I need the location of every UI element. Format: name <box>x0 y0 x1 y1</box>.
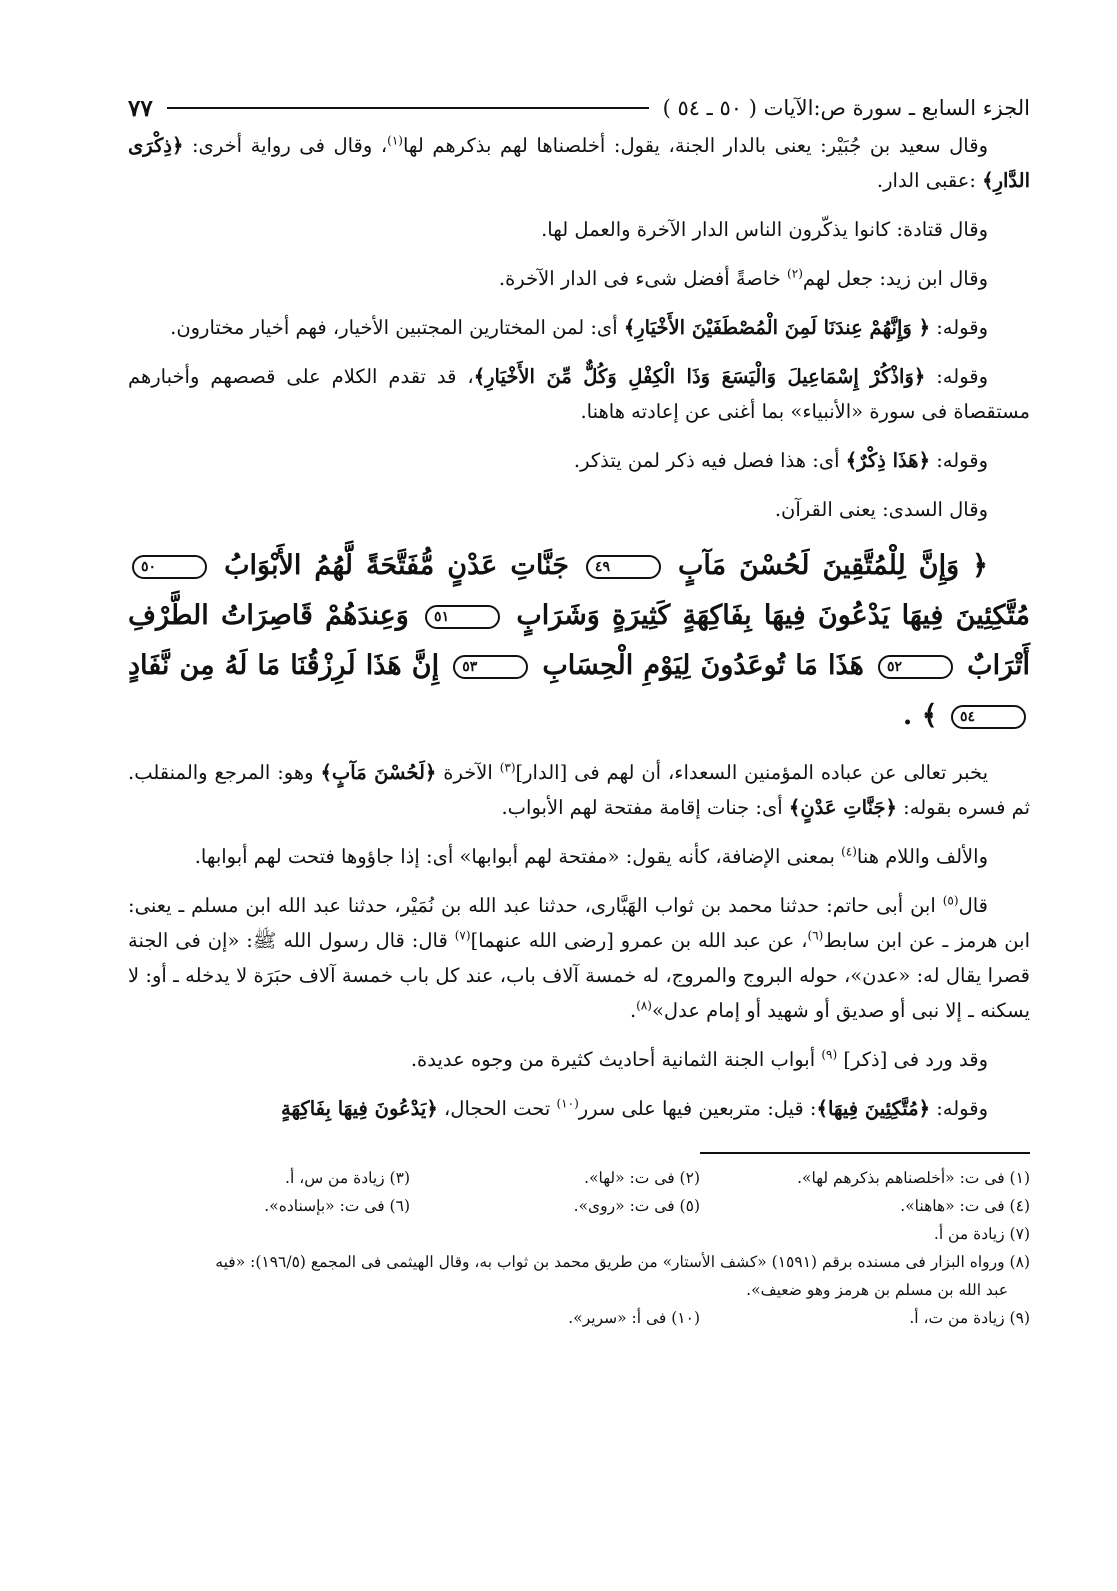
paragraph: يخبر تعالى عن عباده المؤمنين السعداء، أن لهم فى [الدار]$^{(٣)}$ الآخرة ﴿لَحُسْنَ مَآبٍ﴾ وهو: المرجع والمنقلب. ثم فسره بقوله: ﴿جَنَّاتِ عَدْنٍ﴾ أى: جنات إقامة مفتحة لهم الأبواب. <box>128 760 1030 819</box>
footnote-ref: (٦) <box>807 928 824 943</box>
footnote-ref: (٢) <box>787 266 803 281</box>
verse-number-marker: ٤٩ <box>586 555 661 579</box>
verse-number-marker: ٥٤ <box>951 705 1026 729</box>
footnote: (١) فى ت: «أخلصناهم بذكرهم لها». <box>797 1169 1030 1187</box>
footnote-row <box>128 1304 1030 1332</box>
quran-quote: ﴿يَدْعُونَ فِيهَا بِفَاكِهَةٍ <box>280 1097 438 1120</box>
footnotes <box>128 1164 1030 1332</box>
quran-quote: ﴿هَذَا ذِكْرٌ﴾ <box>845 449 931 472</box>
footnote-ref: (٥) <box>942 893 959 908</box>
paragraph: وقوله: ﴿وَاذْكُرْ إِسْمَاعِيلَ وَالْيَسَعَ وَذَا الْكِفْلِ وَكُلٌّ مِّنَ الأَخْيَارِ﴾، قد تقدم الكلام على قصصهم وأخبارهم مستقصاة فى سورة «الأنبياء» بما أغنى عن إعادته هاهنا. <box>128 365 1030 423</box>
footnote-ref: (٤) <box>841 844 857 859</box>
main-text <box>128 128 1030 1126</box>
footnote-continuation: عبد الله بن مسلم بن هرمز وهو ضعيف». <box>746 1281 1008 1299</box>
paragraph: وقوله: ﴿ وَإِنَّهُمْ عِندَنَا لَمِنَ الْمُصْطَفَيْنَ الأَخْيَارِ﴾ أى: لمن المختارين المجتبين الأخيار، فهم أخيار مختارون. <box>170 316 988 339</box>
footnote: (٨) ورواه البزار فى مسنده برقم (١٥٩١) «كشف الأستار» من طريق محمد بن ثواب به، وقال الهيثمى فى المجمع (١٩٦/٥): «فيه <box>215 1253 1030 1271</box>
verse-number-marker: ٥١ <box>425 605 500 629</box>
quran-quote: ﴿ذِكْرَى الدَّارِ﴾ <box>128 134 1030 192</box>
footnote: (١٠) فى أ: «سرير». <box>568 1309 700 1327</box>
running-title: الجزء السابع ـ سورة ص:الآيات ( ٥٠ ـ ٥٤ ) <box>662 96 1030 120</box>
paragraph: وقوله: ﴿مُتَّكِئِينَ فِيهَا﴾: قيل: متربعين فيها على سرر$^{(١٠)}$ تحت الحجال، ﴿يَدْعُونَ فِيهَا بِفَاكِهَةٍ <box>280 1096 988 1120</box>
footnote-row <box>128 1192 1030 1220</box>
paragraph: وقد ورد فى [ذكر] $^{(٩)}$ أبواب الجنة الثمانية أحاديث كثيرة من وجوه عديدة. <box>410 1047 988 1071</box>
paragraph: قال$^{(٥)}$ ابن أبى حاتم: حدثنا محمد بن ثواب الهَبَّارى، حدثنا عبد الله بن نُمَيْر، حدثنا عبد الله ابن مسلم ـ يعنى: ابن هرمز ـ عن ابن سابط$^{(٦)}$، عن عبد الله بن عمرو [رضى الله عنهما]$^{(٧)}$ قال: قال رسول الله ﷺ: «إن فى الجنة قصرا يقال له: «عدن»، حوله البروج والمروج، له خمسة آلاف باب، عند كل باب خمسة آلاف حبَرَة لا يدخله ـ أو: لا يسكنه ـ إلا نبى أو صديق أو شهيد أو إمام عدل»$^{(٨)}$. <box>128 893 1030 1022</box>
footnote-ref: (٣) <box>499 760 516 775</box>
quran-quote: ﴿وَاذْكُرْ إِسْمَاعِيلَ وَالْيَسَعَ وَذَا الْكِفْلِ وَكُلٌّ مِّنَ الأَخْيَارِ﴾ <box>473 365 926 388</box>
quran-quote: ﴿مُتَّكِئِينَ فِيهَا﴾ <box>816 1097 931 1120</box>
footnote: (٧) زيادة من أ. <box>933 1225 1030 1243</box>
book-page <box>128 88 1030 1528</box>
footnote: (٣) زيادة من س، أ. <box>285 1169 410 1187</box>
header-rule <box>167 107 649 109</box>
page-number: ٧٧ <box>128 94 153 122</box>
quran-verse-block: ﴿ وَإِنَّ لِلْمُتَّقِينَ لَحُسْنَ مَآبٍ ٤٩ جَنَّاتِ عَدْنٍ مُّفَتَّحَةً لَّهُمُ الأَبْوَابُ ٥٠ مُتَّكِئِينَ فِيهَا يَدْعُونَ فِيهَا بِفَاكِهَةٍ كَثِيرَةٍ وَشَرَابٍ ٥١ وَعِندَهُمْ قَاصِرَاتُ الطَّرْفِ أَتْرَابٌ ٥٢ هَذَا مَا تُوعَدُونَ لِيَوْمِ الْحِسَابِ ٥٣ إِنَّ هَذَا لَرِزْقُنَا مَا لَهُ مِن نَّفَادٍ ٥٤ ﴾ . <box>128 550 1031 731</box>
paragraph: والألف واللام هنا$^{(٤)}$ بمعنى الإضافة، كأنه يقول: «مفتحة لهم أبوابها» أى: إذا جاؤوها فتحت لهم أبوابها. <box>194 844 988 868</box>
footnote-ref: (١٠) <box>556 1096 579 1111</box>
page-header <box>128 88 1030 128</box>
footnote: (٢) فى ت: «لها». <box>584 1169 700 1187</box>
paragraph: وقال ابن زيد: جعل لهم$^{(٢)}$ خاصةً أفضل شىء فى الدار الآخرة. <box>498 266 988 290</box>
verse-number-marker: ٥٢ <box>878 655 953 679</box>
footnote: (٥) فى ت: «روى». <box>573 1197 700 1215</box>
footnote-row <box>128 1164 1030 1192</box>
quran-quote: ﴿لَحُسْنَ مَآبٍ﴾ <box>320 761 437 784</box>
footnote: (٦) فى ت: «بإسناده». <box>264 1197 410 1215</box>
footnote-ref: (٧) <box>454 928 471 943</box>
quran-quote: ﴿ وَإِنَّهُمْ عِندَنَا لَمِنَ الْمُصْطَفَيْنَ الأَخْيَارِ﴾ <box>623 316 931 339</box>
footnote-ref: (٨) <box>636 998 652 1013</box>
footnote: (٩) زيادة من ت، أ. <box>909 1309 1030 1327</box>
quran-quote: ﴿جَنَّاتِ عَدْنٍ﴾ <box>788 796 897 819</box>
footnote-ref: (١) <box>387 133 403 148</box>
footnote-ref: (٩) <box>821 1047 838 1062</box>
paragraph: وقال سعيد بن جُبَيْر: يعنى بالدار الجنة، يقول: أخلصناها لهم بذكرهم لها$^{(١)}$، وقال فى رواية أخرى: ﴿ذِكْرَى الدَّارِ﴾ :عقبى الدار. <box>128 133 1030 192</box>
footnote: (٤) فى ت: «هاهنا». <box>900 1197 1030 1215</box>
paragraph: وقوله: ﴿هَذَا ذِكْرٌ﴾ أى: هذا فصل فيه ذكر لمن يتذكر. <box>573 449 988 472</box>
verse-number-marker: ٥٣ <box>453 655 528 679</box>
paragraph: وقال قتادة: كانوا يذكّرون الناس الدار الآخرة والعمل لها. <box>541 218 988 241</box>
verse-number-marker: ٥٠ <box>132 555 207 579</box>
footnote-separator <box>700 1152 1030 1154</box>
paragraph: وقال السدى: يعنى القرآن. <box>774 498 988 521</box>
